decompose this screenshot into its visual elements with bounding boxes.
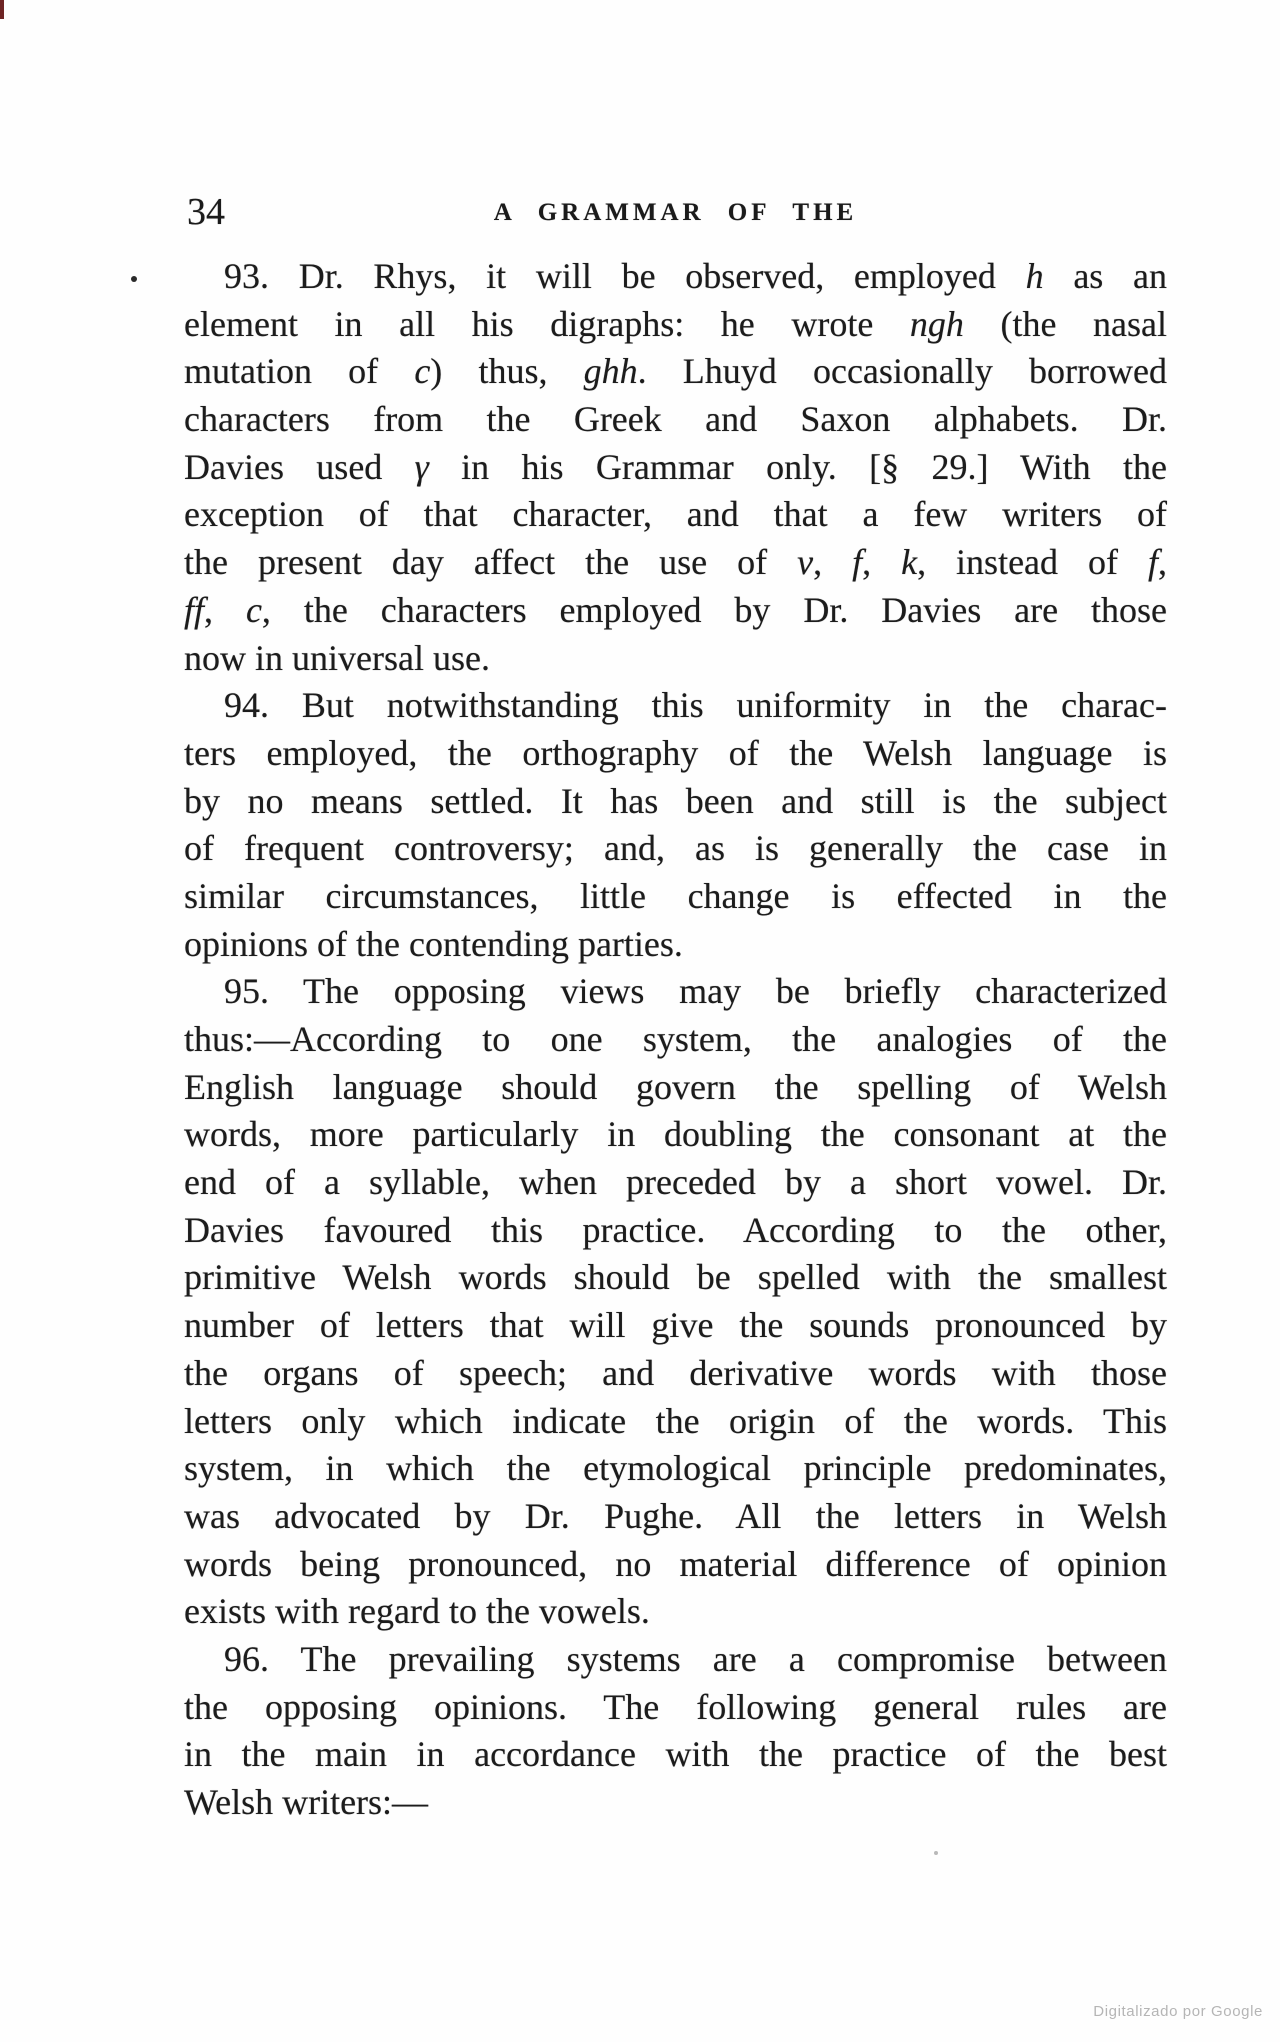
text-line: ff, c, the characters employed by Dr. Davies are those	[184, 589, 1167, 630]
text-line: letters only which indicate the origin of the words. This	[184, 1400, 1167, 1441]
text-line: English language should govern the spelling of Welsh	[184, 1066, 1167, 1107]
text-line: 96. The prevailing systems are a compromise between	[224, 1638, 1167, 1679]
text-line: ters employed, the orthography of the Welsh language is	[184, 732, 1167, 773]
ink-spot	[131, 276, 137, 282]
text-line: element in all his digraphs: he wrote ngh (the nasal	[184, 303, 1167, 344]
text-line: similar circumstances, little change is effected in the	[184, 875, 1167, 916]
text-line: the organs of speech; and derivative words with those	[184, 1352, 1167, 1393]
text-line: Davies favoured this practice. According to the other,	[184, 1209, 1167, 1250]
text-line: exists with regard to the vowels.	[184, 1591, 650, 1632]
text-line: by no means settled. It has been and still is the subject	[184, 780, 1167, 821]
text-line: system, in which the etymological principle predominates,	[184, 1448, 1167, 1489]
text-line: exception of that character, and that a few writers of	[184, 494, 1167, 535]
text-line: now in universal use.	[184, 637, 490, 678]
text-line: number of letters that will give the sounds pronounced by	[184, 1305, 1167, 1346]
text-line: primitive Welsh words should be spelled with the smallest	[184, 1257, 1167, 1298]
scan-edge-artifact	[0, 0, 4, 19]
text-line: was advocated by Dr. Pughe. All the letters in Welsh	[184, 1495, 1167, 1536]
text-line: end of a syllable, when preceded by a short vowel. Dr.	[184, 1162, 1167, 1203]
text-line: of frequent controversy; and, as is generally the case in	[184, 828, 1167, 869]
ink-spot	[934, 1851, 938, 1855]
text-line: characters from the Greek and Saxon alphabets. Dr.	[184, 399, 1167, 440]
text-line: thus:—According to one system, the analogies of the	[184, 1019, 1167, 1059]
body-text	[184, 253, 1167, 1827]
google-watermark: Digitalizado por Google	[1093, 2003, 1263, 2020]
text-line: 93. Dr. Rhys, it will be observed, employed h as an	[224, 256, 1167, 296]
text-line: 95. The opposing views may be briefly characterized	[224, 971, 1167, 1012]
text-line: Welsh writers:—	[184, 1782, 429, 1822]
page-number: 34	[187, 191, 225, 233]
text-line: mutation of c) thus, ghh. Lhuyd occasionally borrowed	[184, 351, 1168, 392]
text-line: the opposing opinions. The following general rules are	[184, 1686, 1167, 1727]
text-line: words being pronounced, no material difference of opinion	[184, 1543, 1167, 1584]
text-line: words, more particularly in doubling the consonant at the	[184, 1114, 1167, 1155]
text-line: opinions of the contending parties.	[184, 923, 683, 964]
text-line: in the main in accordance with the practice of the best	[184, 1734, 1167, 1775]
running-header: A GRAMMAR OF THE	[493, 199, 858, 226]
text-line: 94. But notwithstanding this uniformity in the charac-	[224, 685, 1167, 726]
text-line: the present day affect the use of v, f, k, instead of f,	[184, 542, 1168, 583]
text-line: Davies used γ in his Grammar only. [§ 29.] With the	[184, 446, 1167, 487]
